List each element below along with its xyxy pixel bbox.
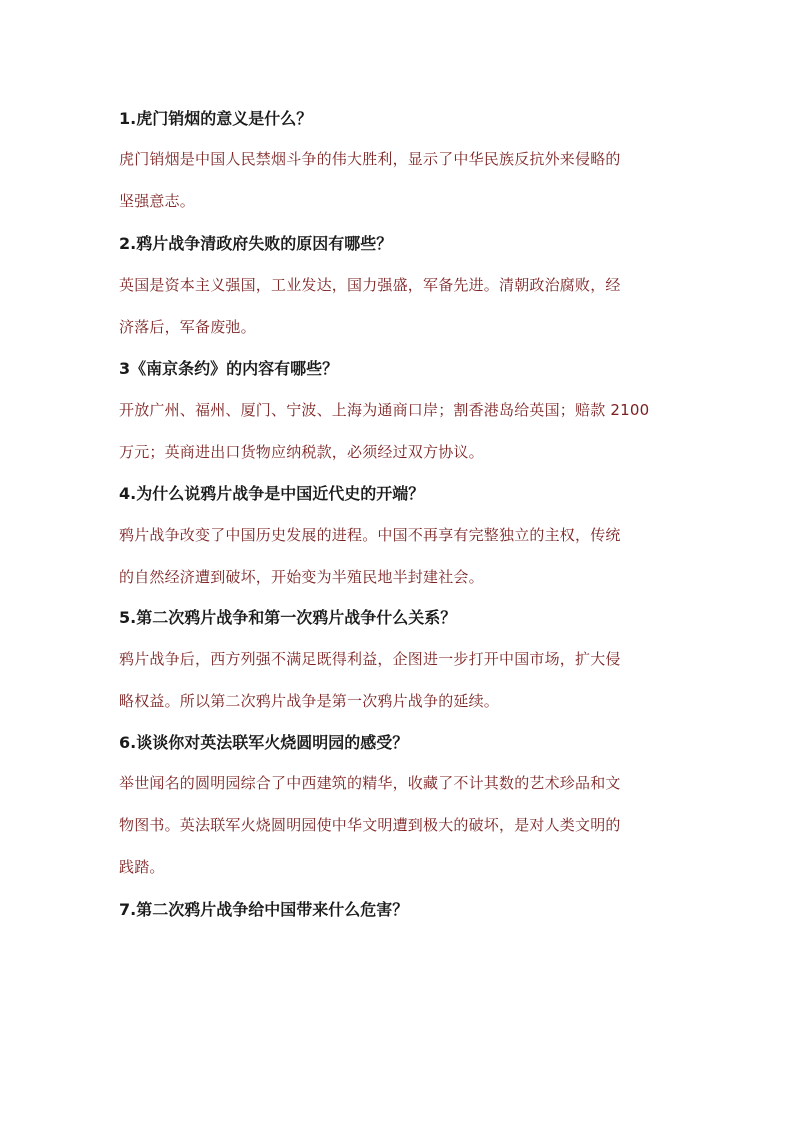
answer-1-line-2: 坚强意志。	[119, 192, 196, 210]
answer-1-line-1: 虎门销烟是中国人民禁烟斗争的伟大胜利，显示了中华民族反抗外来侵略的	[119, 150, 621, 168]
answer-4-line-2: 的自然经济遭到破坏，开始变为半殖民地半封建社会。	[119, 568, 484, 586]
answer-5	[119, 638, 679, 722]
answer-6	[119, 762, 679, 888]
question-2: 2.鸦片战争清政府失败的原因有哪些？	[119, 234, 393, 253]
answer-2	[119, 264, 679, 348]
answer-3	[119, 389, 679, 473]
question-1: 1.虎门销烟的意义是什么？	[119, 109, 313, 128]
answer-3-line-1: 开放广州、福州、厦门、宁波、上海为通商口岸；割香港岛给英国；赔款 2100	[119, 401, 650, 419]
answer-6-line-2: 物图书。英法联军火烧圆明园使中华文明遭到极大的破坏，是对人类文明的	[119, 816, 621, 834]
answer-1	[119, 138, 679, 222]
answer-4-line-1: 鸦片战争改变了中国历史发展的进程。中国不再享有完整独立的主权，传统	[119, 526, 621, 544]
question-4: 4.为什么说鸦片战争是中国近代史的开端？	[119, 484, 425, 503]
answer-6-line-3: 践踏。	[119, 858, 165, 876]
question-6: 6.谈谈你对英法联军火烧圆明园的感受？	[119, 733, 409, 752]
question-5: 5.第二次鸦片战争和第一次鸦片战争什么关系？	[119, 608, 457, 627]
answer-4	[119, 514, 679, 598]
answer-5-line-2: 略权益。所以第二次鸦片战争是第一次鸦片战争的延续。	[119, 692, 500, 710]
answer-2-line-1: 英国是资本主义强国，工业发达，国力强盛，军备先进。清朝政治腐败，经	[119, 276, 621, 294]
question-3: 3《南京条约》的内容有哪些？	[119, 359, 339, 378]
answer-3-line-2: 万元；英商进出口货物应纳税款，必须经过双方协议。	[119, 443, 484, 461]
answer-5-line-1: 鸦片战争后，西方列强不满足既得利益，企图进一步打开中国市场，扩大侵	[119, 650, 621, 668]
answer-2-line-2: 济落后，军备废弛。	[119, 318, 256, 336]
answer-6-line-1: 举世闻名的圆明园综合了中西建筑的精华，收藏了不计其数的艺术珍品和文	[119, 774, 621, 792]
question-7: 7.第二次鸦片战争给中国带来什么危害？	[119, 900, 409, 919]
